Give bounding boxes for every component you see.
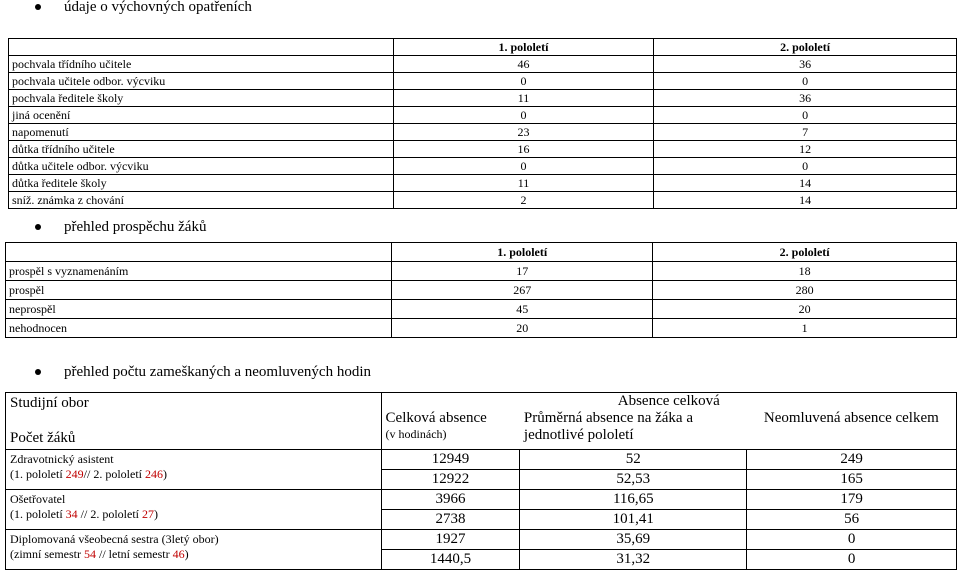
group-detail-c: ) bbox=[154, 507, 159, 521]
row-label: pochvala třídního učitele bbox=[9, 56, 394, 73]
total-absence: 2738 bbox=[381, 510, 520, 530]
avg-absence: 116,65 bbox=[520, 490, 747, 510]
group-label-cell bbox=[6, 450, 382, 490]
header-term2: 2. pololetí bbox=[654, 39, 957, 56]
term1-value: 20 bbox=[392, 319, 653, 338]
row-label: důtka ředitele školy bbox=[9, 175, 394, 192]
table-header-row bbox=[6, 393, 957, 411]
group-name: Diplomovaná všeobecná sestra (3letý obor) bbox=[10, 532, 219, 546]
header-col2: Průměrná absence na žáka a jednotlivé pololetí bbox=[520, 410, 747, 450]
total-absence: 1927 bbox=[381, 530, 520, 550]
header-col1: Celková absence bbox=[385, 410, 487, 426]
unexcused-absence: 165 bbox=[747, 470, 957, 490]
term2-value: 14 bbox=[654, 175, 957, 192]
unexcused-absence: 179 bbox=[747, 490, 957, 510]
group-detail-b: // letní semestr bbox=[95, 547, 173, 561]
term2-value: 280 bbox=[653, 281, 957, 300]
row-label: pochvala ředitele školy bbox=[9, 90, 394, 107]
group-count-1: 34 bbox=[65, 507, 78, 521]
table-row bbox=[9, 141, 957, 158]
table-header-row bbox=[6, 243, 957, 262]
group-detail-c: ) bbox=[163, 467, 168, 481]
absence-table bbox=[5, 392, 957, 570]
term1-value: 2 bbox=[393, 192, 653, 209]
term2-value: 12 bbox=[654, 141, 957, 158]
table-row bbox=[9, 124, 957, 141]
unexcused-absence: 249 bbox=[747, 450, 957, 470]
row-label: prospěl s vyznamenáním bbox=[6, 262, 392, 281]
table-row bbox=[9, 90, 957, 107]
group-count-1: 54 bbox=[83, 547, 96, 561]
total-absence: 12922 bbox=[381, 470, 520, 490]
avg-absence: 101,41 bbox=[520, 510, 747, 530]
table-row bbox=[9, 56, 957, 73]
table-row bbox=[6, 281, 957, 300]
table-row bbox=[9, 107, 957, 124]
section-heading-measures bbox=[0, 0, 252, 17]
term2-value: 36 bbox=[654, 56, 957, 73]
term2-value: 0 bbox=[654, 158, 957, 175]
term1-value: 11 bbox=[393, 90, 653, 107]
bullet-icon bbox=[35, 369, 41, 375]
group-name: Ošetřovatel bbox=[10, 492, 66, 506]
header-obor-cell bbox=[6, 393, 382, 450]
header-empty bbox=[9, 39, 394, 56]
table-row bbox=[6, 262, 957, 281]
table-row bbox=[6, 319, 957, 338]
header-pocet: Počet žáků bbox=[10, 430, 76, 446]
unexcused-absence: 0 bbox=[747, 530, 957, 550]
table-row bbox=[6, 490, 957, 510]
row-label: sníž. známka z chování bbox=[9, 192, 394, 209]
row-label: jiná ocenění bbox=[9, 107, 394, 124]
term1-value: 0 bbox=[393, 158, 653, 175]
section-title: přehled počtu zameškaných a neomluvených hodin bbox=[64, 363, 371, 380]
avg-absence: 52 bbox=[520, 450, 747, 470]
term2-value: 0 bbox=[654, 73, 957, 90]
table-row bbox=[9, 158, 957, 175]
group-detail-a: (zimní semestr bbox=[10, 547, 84, 561]
total-absence: 3966 bbox=[381, 490, 520, 510]
row-label: důtka třídního učitele bbox=[9, 141, 394, 158]
avg-absence: 31,32 bbox=[520, 550, 747, 570]
total-absence: 1440,5 bbox=[381, 550, 520, 570]
row-label: důtka učitele odbor. výcviku bbox=[9, 158, 394, 175]
table-row bbox=[6, 300, 957, 319]
term2-value: 18 bbox=[653, 262, 957, 281]
avg-absence: 52,53 bbox=[520, 470, 747, 490]
table-row bbox=[9, 192, 957, 209]
group-name: Zdravotnický asistent bbox=[10, 452, 114, 466]
term1-value: 23 bbox=[393, 124, 653, 141]
header-col1-sub: (v hodinách) bbox=[385, 427, 447, 441]
term2-value: 20 bbox=[653, 300, 957, 319]
row-label: napomenutí bbox=[9, 124, 394, 141]
table-row bbox=[9, 175, 957, 192]
term1-value: 46 bbox=[393, 56, 653, 73]
results-table bbox=[5, 242, 957, 338]
group-label-cell bbox=[6, 530, 382, 570]
header-term2: 2. pololetí bbox=[653, 243, 957, 262]
table-row bbox=[6, 530, 957, 550]
table-row bbox=[9, 73, 957, 90]
bullet-icon bbox=[35, 224, 41, 230]
avg-absence: 35,69 bbox=[520, 530, 747, 550]
term2-value: 36 bbox=[654, 90, 957, 107]
term1-value: 17 bbox=[392, 262, 653, 281]
table-row bbox=[6, 450, 957, 470]
term1-value: 16 bbox=[393, 141, 653, 158]
total-absence: 12949 bbox=[381, 450, 520, 470]
row-label: prospěl bbox=[6, 281, 392, 300]
unexcused-absence: 0 bbox=[747, 550, 957, 570]
section-title: přehled prospěchu žáků bbox=[64, 218, 207, 235]
header-col3: Neomluvená absence celkem bbox=[747, 410, 957, 450]
group-detail bbox=[10, 547, 377, 562]
group-detail-a: (1. pololetí bbox=[10, 507, 66, 521]
header-empty bbox=[6, 243, 392, 262]
term2-value: 14 bbox=[654, 192, 957, 209]
header-group: Absence celková bbox=[381, 393, 956, 411]
group-label-cell bbox=[6, 490, 382, 530]
row-label: pochvala učitele odbor. výcviku bbox=[9, 73, 394, 90]
term1-value: 11 bbox=[393, 175, 653, 192]
section-heading-absence bbox=[0, 362, 371, 382]
header-term1: 1. pololetí bbox=[392, 243, 653, 262]
group-detail bbox=[10, 507, 377, 522]
term2-value: 7 bbox=[654, 124, 957, 141]
group-detail-c: ) bbox=[184, 547, 189, 561]
term1-value: 0 bbox=[393, 107, 653, 124]
term2-value: 0 bbox=[654, 107, 957, 124]
header-term1: 1. pololetí bbox=[393, 39, 653, 56]
group-detail-b: // 2. pololetí bbox=[77, 507, 143, 521]
group-detail-a: (1. pololetí bbox=[10, 467, 66, 481]
table-header-row bbox=[9, 39, 957, 56]
section-heading-results bbox=[0, 217, 206, 237]
group-detail-b: // 2. pololetí bbox=[83, 467, 146, 481]
header-obor: Studijní obor bbox=[10, 395, 89, 411]
term1-value: 0 bbox=[393, 73, 653, 90]
group-count-1: 249 bbox=[65, 467, 84, 481]
group-count-2: 246 bbox=[145, 467, 164, 481]
bullet-icon bbox=[35, 4, 41, 10]
header-col1-cell bbox=[381, 410, 520, 450]
term2-value: 1 bbox=[653, 319, 957, 338]
group-count-2: 27 bbox=[142, 507, 155, 521]
row-label: nehodnocen bbox=[6, 319, 392, 338]
group-detail bbox=[10, 467, 377, 482]
unexcused-absence: 56 bbox=[747, 510, 957, 530]
term1-value: 267 bbox=[392, 281, 653, 300]
term1-value: 45 bbox=[392, 300, 653, 319]
group-count-2: 46 bbox=[172, 547, 185, 561]
row-label: neprospěl bbox=[6, 300, 392, 319]
section-title: údaje o výchovných opatřeních bbox=[64, 0, 252, 15]
measures-table bbox=[8, 38, 957, 209]
